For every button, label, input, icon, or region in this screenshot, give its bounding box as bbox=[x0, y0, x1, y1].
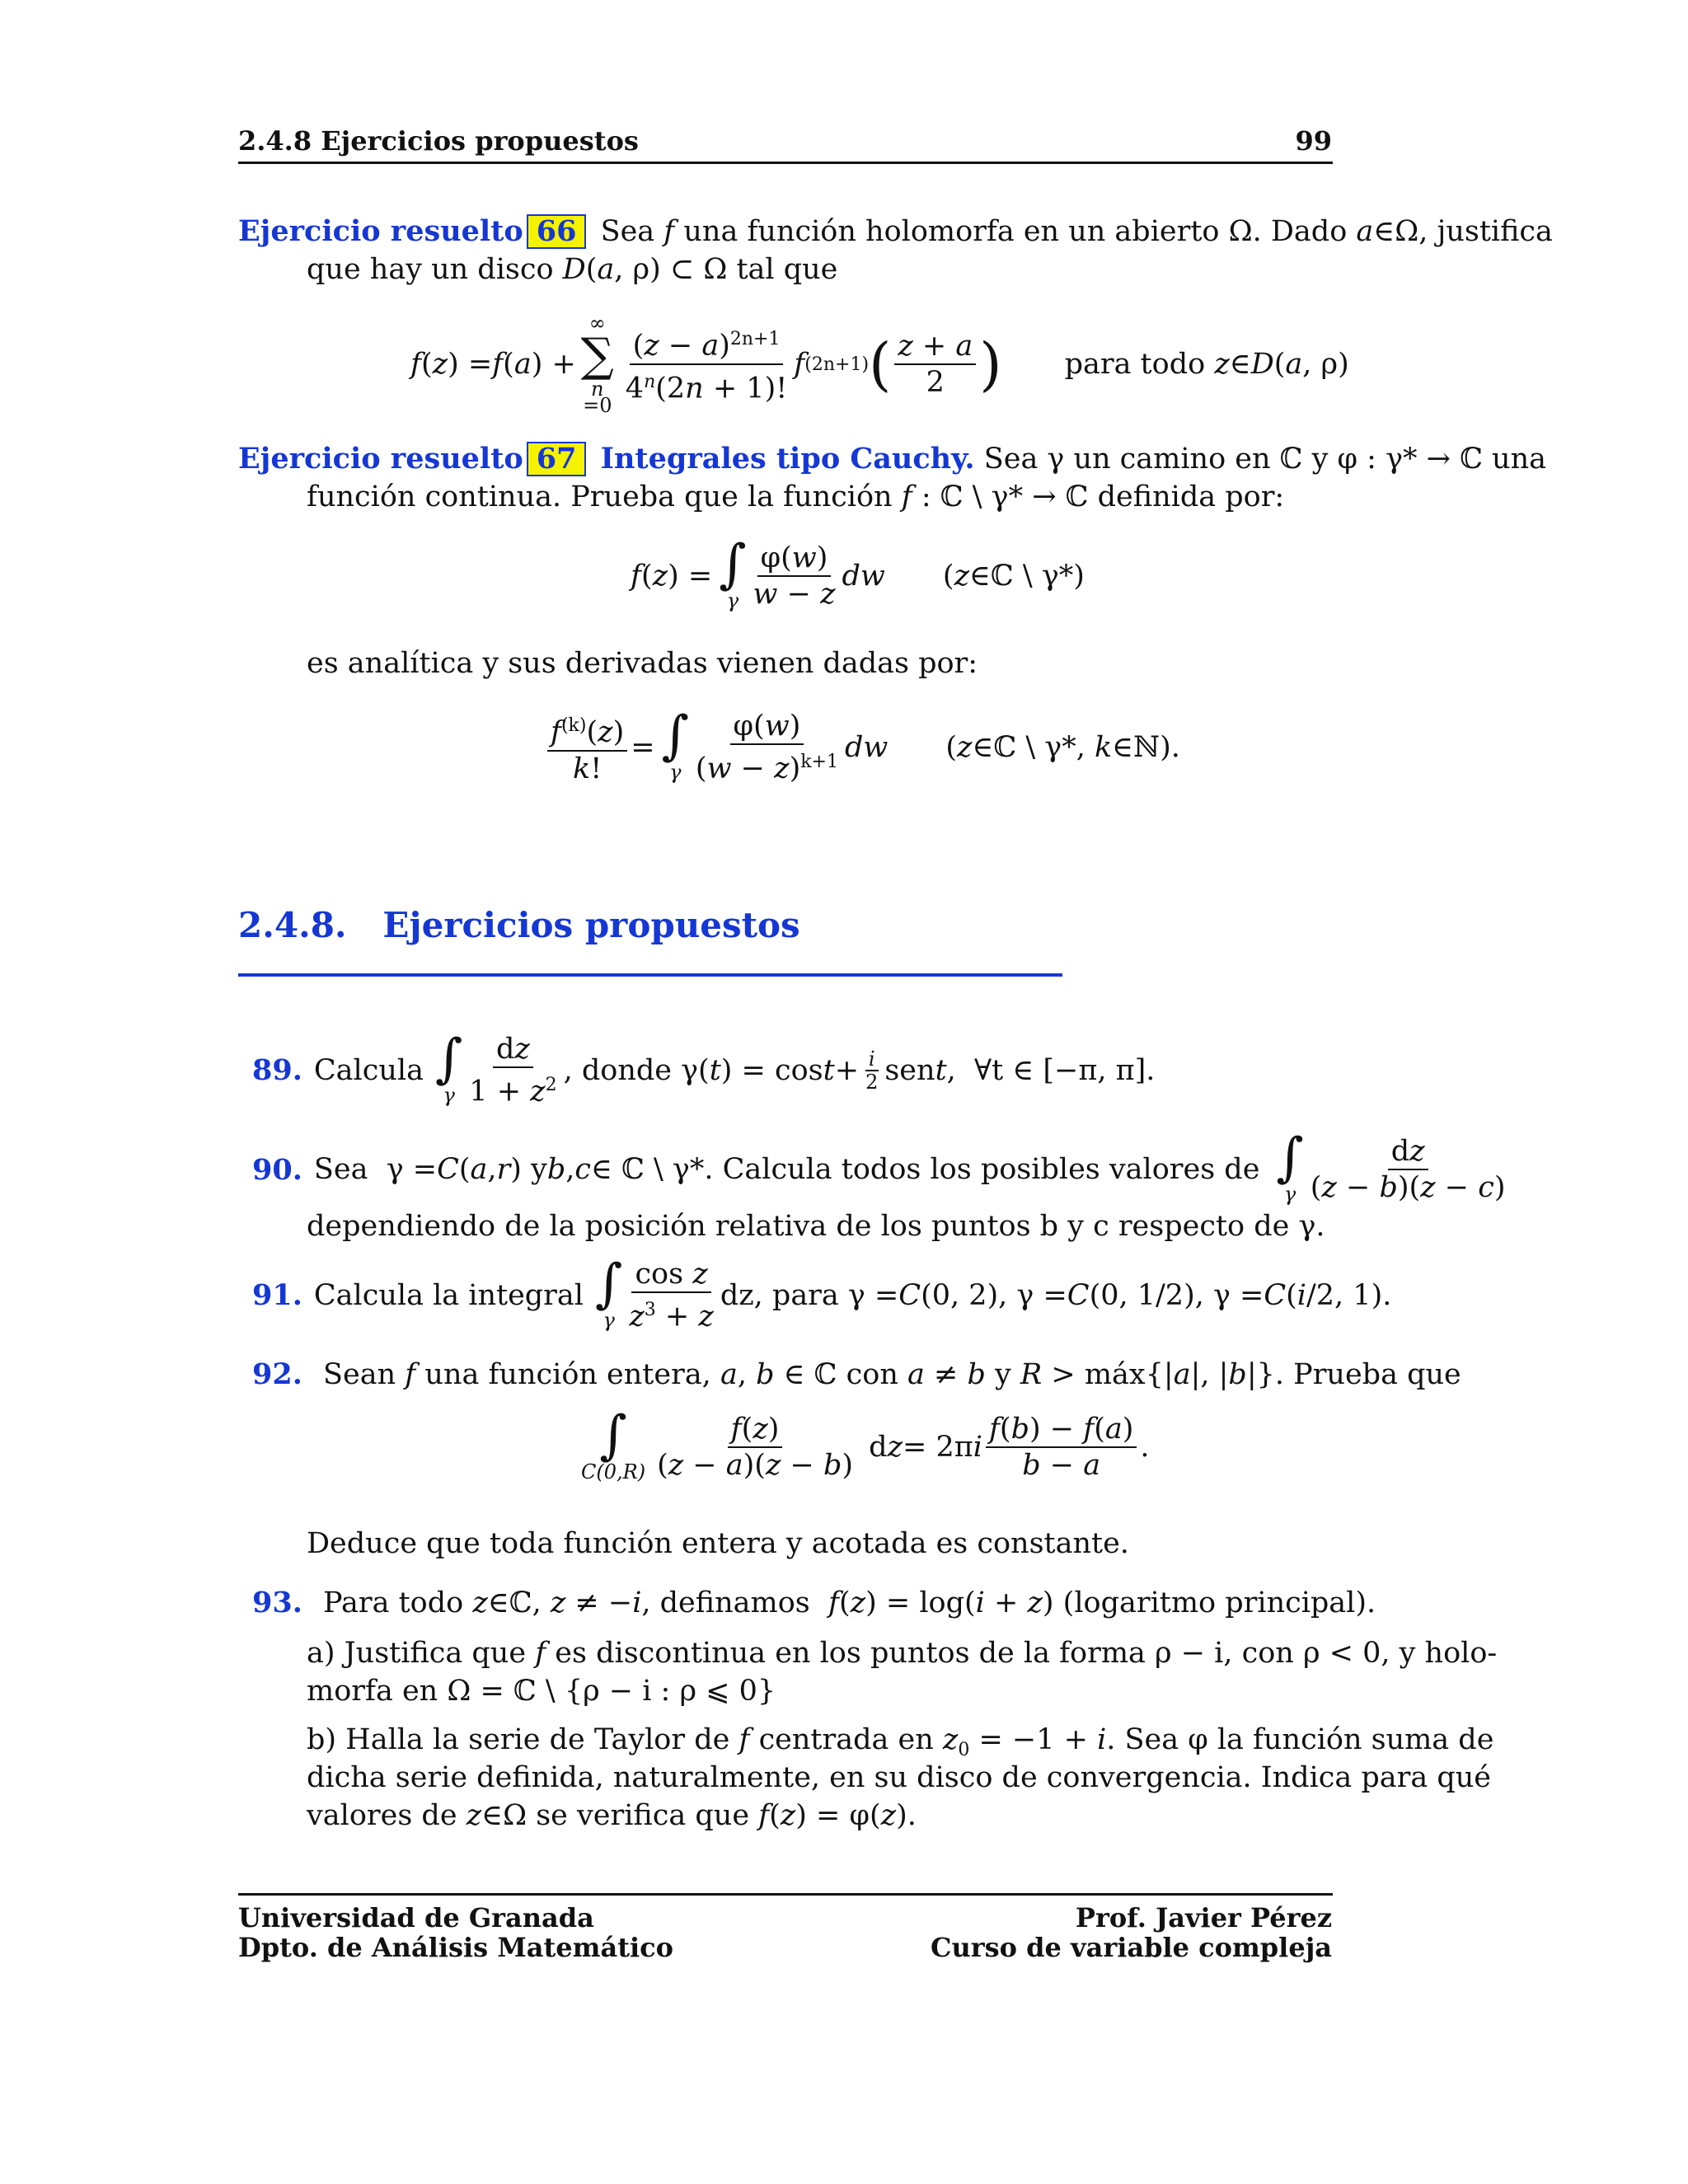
exercise-text: es discontinua en los puntos de la forma ρ − i, con ρ < 0, y holo- bbox=[555, 1637, 1498, 1670]
exercise-91: 91. Calcula la integral ∫ γ $\frac{\text{cos z}}{z^3 + z}$ dz, para γ = C (0, 2), γ = C (0, 1/2), γ = C ( i /2, 1). bbox=[252, 1253, 1392, 1333]
header-rule bbox=[238, 162, 1333, 164]
exercise-number: 91. bbox=[252, 1278, 302, 1313]
exercise-text: Sean bbox=[323, 1358, 396, 1391]
exercise-92-equation: ∫ C(0,R) $\frac{f(z)}{(z - a)(z - b)}$ d z = 2π i $\frac{f(b) - f(a)}{b - a}$ . bbox=[581, 1405, 1150, 1483]
ex67-text: Sea γ un camino en ℂ y φ : γ* → ℂ una bbox=[983, 443, 1547, 476]
ex67-line2: función continua. Prueba que la función f : ℂ \ γ* → ℂ definida por: bbox=[307, 480, 1285, 513]
exercise-text: se verifica que bbox=[536, 1799, 750, 1832]
ex66-text: Sea bbox=[600, 215, 664, 248]
exercise-93: 93. Para todo z∈ℂ, z ≠ −i, definamos f(z) = log(i + z) (logaritmo principal). bbox=[252, 1586, 1376, 1619]
ex67-subtitle: Integrales tipo Cauchy. bbox=[600, 442, 975, 476]
footer-author: Prof. Javier Pérez bbox=[1075, 1902, 1332, 1933]
ex66-text: una función holomorfa en un abierto Ω. Dado bbox=[674, 215, 1357, 248]
section-rule bbox=[238, 973, 1062, 977]
ex66-text: tal que bbox=[727, 253, 838, 286]
exercise-text: Para todo bbox=[323, 1586, 464, 1619]
exercise-text: dz, para bbox=[720, 1278, 839, 1312]
exercise-text: Calcula bbox=[313, 1053, 424, 1087]
running-header: 2.4.8 Ejercicios propuestos bbox=[238, 125, 639, 157]
footer-department: Dpto. de Análisis Matemático bbox=[238, 1932, 673, 1963]
exercise-text: Calcula la integral bbox=[313, 1278, 584, 1312]
section-number: 2.4.8. bbox=[238, 905, 347, 945]
exercise-90-line2: dependiendo de la posición relativa de los puntos b y c respecto de γ. bbox=[307, 1210, 1325, 1243]
exercise-text: (logaritmo principal). bbox=[1062, 1586, 1376, 1619]
exercise-93b-line2: dicha serie definida, naturalmente, en su disco de convergencia. Indica para qué bbox=[307, 1761, 1491, 1794]
exercise-text: b) Halla la serie de Taylor de bbox=[307, 1723, 730, 1756]
ex66-text: que hay un disco bbox=[307, 253, 563, 286]
exercise-number: 92. bbox=[252, 1357, 302, 1391]
exercise-89: 89. Calcula ∫ γ $\frac{dz}{1 + z^2}$ , donde γ( t ) = cos t + $\frac{i}{2}$ sen t , ∀t ∈ [−π, π]. bbox=[252, 1028, 1156, 1108]
ex66-line2: que hay un disco D(a, ρ) ⊂ Ω tal que bbox=[307, 253, 838, 286]
footer-course: Curso de variable compleja bbox=[931, 1932, 1332, 1963]
exercise-text: valores de bbox=[307, 1799, 457, 1832]
exercise-90: 90. Sea γ = C ( a , r ) y b , c ∈ ℂ \ γ* . Calcula todos los posibles valores de ∫ γ $\frac{dz}{(z - b)(z - c)}$ bbox=[252, 1127, 1506, 1206]
ex67-text: definida por: bbox=[1088, 480, 1285, 513]
cauchy-integral-equation: f ( z ) = ∫ γ $\frac{\varphi(w)}{w - z}$ dw (z∈ℂ \ γ*) bbox=[631, 534, 1085, 612]
exercise-93b-line1: b) Halla la serie de Taylor de f centrada en $z_0 = -1 + i$. Sea φ la función suma de bbox=[307, 1723, 1494, 1760]
ex66-title[interactable]: Ejercicio resuelto bbox=[238, 214, 523, 248]
ex66-equation: f ( z ) = f ( a ) + ∞ ∑ n =0 $\frac{(z - a)^{2n+1}}{4^n(2n + 1)!}$ f (2n+1) ( $\frac{z + a}{2}$ ) para todo z ∈ D ( a , ρ) bbox=[410, 312, 1349, 417]
exercise-text: una función entera, bbox=[424, 1358, 711, 1391]
exercise-text: , definamos bbox=[641, 1586, 810, 1619]
ex66-number-badge[interactable]: 66 bbox=[527, 214, 587, 249]
footer-rule bbox=[238, 1893, 1333, 1896]
page-number: 99 bbox=[1295, 125, 1332, 157]
ex67-line3: es analítica y sus derivadas vienen dadas por: bbox=[307, 647, 978, 680]
exercise-number: 90. bbox=[252, 1152, 302, 1187]
exercise-text: Sea bbox=[313, 1153, 368, 1186]
ex67-text: función continua. Prueba que la función bbox=[307, 480, 902, 513]
exercise-text: a) Justifica que bbox=[307, 1637, 527, 1670]
exercise-93a-line1: a) Justifica que f es discontinua en los puntos de la forma ρ − i, con ρ < 0, y holo- bbox=[307, 1637, 1498, 1670]
exercise-number: 93. bbox=[252, 1586, 302, 1619]
section-heading bbox=[238, 905, 800, 945]
exercise-number: 89. bbox=[252, 1053, 302, 1088]
ex67-line1 bbox=[238, 440, 1546, 478]
exercise-text: ∀t ∈ [−π, π]. bbox=[974, 1053, 1156, 1087]
exercise-text: con bbox=[846, 1358, 898, 1391]
footer-university: Universidad de Granada bbox=[238, 1902, 594, 1933]
derivative-equation: $\frac{f^{(k)}(z)}{k!}$ = ∫ γ $\frac{\varphi(w)}{(w - z)^{k+1}}$ dw (z∈ℂ \ γ*, k∈ℕ). bbox=[544, 709, 1180, 786]
ex66-line1: Ejercicio resuelto 66 Sea f una función holomorfa en un abierto Ω. Dado a∈Ω, justifica bbox=[238, 214, 1553, 248]
exercise-92: 92. Sean f una función entera, a, b ∈ ℂ con a ≠ b y R > máx{|a|, |b|}. Prueba que bbox=[252, 1357, 1461, 1391]
exercise-text: . Calcula todos los posibles valores de bbox=[704, 1153, 1260, 1186]
section-title: Ejercicios propuestos bbox=[382, 905, 800, 945]
exercise-92-line3: Deduce que toda función entera y acotada es constante. bbox=[307, 1527, 1129, 1560]
exercise-93b-line3: valores de z∈Ω se verifica que f(z) = φ(z). bbox=[307, 1799, 917, 1832]
ex66-text: , justifica bbox=[1418, 215, 1553, 248]
exercise-93a-line2: morfa en Ω = ℂ \ {ρ − i : ρ ⩽ 0} bbox=[307, 1675, 776, 1708]
eq-note: para todo bbox=[1064, 348, 1206, 381]
ex67-number-badge[interactable]: 67 bbox=[527, 442, 587, 476]
ex67-title[interactable]: Ejercicio resuelto bbox=[238, 442, 523, 476]
exercise-text: . Sea φ la función suma de bbox=[1106, 1723, 1494, 1756]
exercise-text: centrada en bbox=[758, 1723, 934, 1756]
exercise-text: , donde bbox=[563, 1053, 672, 1087]
exercise-text: Prueba que bbox=[1293, 1358, 1461, 1391]
